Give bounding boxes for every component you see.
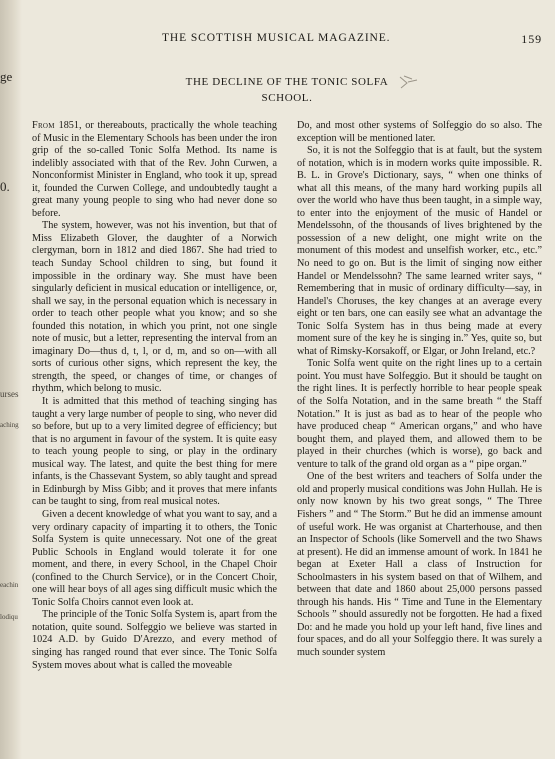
book-spine-shadow [0, 0, 22, 759]
paragraph: The principle of the Tonic Solfa System is, apart from the notation, quite sound. Solfeggio we believe was started in 1024 A.D. by Guido D'Arezzo, and every method of singing has ranged round that ever since. The Tonic Solfa System moves about what is called the moveable [32, 609, 277, 671]
left-column [32, 120, 277, 672]
drop-lead-word: From [32, 120, 55, 131]
paragraph: Do, and most other systems of Solfeggio do so also. The exception will be mentioned later. [297, 120, 542, 144]
running-title: THE SCOTTISH MUSICAL MAGAZINE. [162, 32, 391, 44]
paragraph: Given a decent knowledge of what you want to say, and a very ordinary capacity of imparting it to others, the Tonic Solfa System is quite unnecessary. Not one of the great Public Schools in England would tolerate it for one moment, and there, in every School, in the Chapel Choir (confined to the Church Service), or in the Concert Choir, one will hear boys of all ages sing difficult music which the Tonic Solfa Choirs cannot even look at. [32, 508, 277, 608]
paragraph: So, it is not the Solfeggio that is at fault, but the system of notation, which is in modern works quite impossible. R. B. L. in Grove's Dictionary, says, “ when one thinks of what all this means, of the many hard working pupils all over the world who have thus been taught, in a simple way, to enter into the enjoyment of the music of Handel or Mendelssohn, of the thousands of lives brightened by the possession of a new delight, one might write on the monument of this modest and unselfish worker, etc., etc.” No need to go on. But is the limit of singing now either Handel or Mendelssohn? The same learned writer says, “ Remembering that in music of ordinary difficulty—say, in Handel's Choruses, the key changes at an average every eight or ten bars, one can easily see what an advantage the Tonic Solfa System has in thus being made at every moment sure of the key he is singing in.” Yes, quite so, but what of Rimsky-Korsakoff, or Elgar, or John Ireland, etc.? [297, 145, 542, 357]
paragraph: The system, however, was not his invention, but that of Miss Elizabeth Glover, the daughter of a Norwich clergyman, born in 1812 and died 1867. She had tried to teach Sunday School children to sing, but found it impossible in the ordinary way. She must have been singularly deficient in musical education or intelligence, or, shall we say, in the personal equation which is necessary in order to teach other people what you know; and so she founded this notation, in which you print, not one single note of music, but a letter, representing the interval from an imaginary Do—thus d, t, l, or d, m, and so on—with all sorts of curious other signs, which represent the key, the strength, the speed, or changes of time, or changes of rhythm, which belong to music. [32, 220, 277, 395]
page-number: 159 [521, 32, 542, 46]
magazine-page [32, 30, 542, 672]
paragraph: Tonic Solfa went quite on the right lines up to a certain point. You must have Solfeggio. But it should be taught on the right lines. It is perfectly horrible to hear people speak of the Solfa Notation, and in the same breath “ the Staff Notation.” It is just as bad as to hear of the people who have produced cheap “ American organs,” and who have bought them, and played them, and allowed them to be played in their churches (which is worse), go back and venture to talk of the grand old organ as a “ pipe organ.” [297, 358, 542, 470]
paragraph [32, 120, 277, 220]
margin-fragment-lodiqu: lodiqu [0, 613, 18, 621]
margin-fragment-o: 0. [0, 179, 10, 194]
margin-fragment-ge: ge [0, 69, 13, 84]
article-body [32, 120, 542, 672]
paragraph: It is admitted that this method of teaching singing has taught a very large number of people to sing, who never did so before, but up to a very limited degree of efficiency; but that is no argument in favour of the system. It is quite easy to teach young people to sing, or play in the ordinary musical way. The latest, and quite the best thing for mere infants, is the Chassevant System, so ably taught and spread in Edinburgh by Miss Gibb; and it proves that mere infants can be taught to sing, from real musical notes. [32, 396, 277, 508]
margin-fragment-urses: urses [0, 389, 19, 399]
article-title [32, 74, 542, 106]
article-title-line-2: SCHOOL. [261, 92, 313, 104]
pencil-mark-icon [398, 74, 420, 90]
paragraph-text: 1851, or thereabouts, practically the whole teaching of Music in the Elementary Schools has been under the iron grip of the so-called Tonic Solfa Method. Its name is indelibly associated with that of the Rev. John Curwen, a Nonconformist Minister in England, who took it up, spread it, founded the Curwen College, and undoubtedly taught a great many young people to sing who had never done so before. [32, 120, 277, 219]
margin-fragment-eachin: eachin [0, 581, 19, 589]
running-header [32, 30, 542, 48]
margin-fragment-aching: aching [0, 421, 19, 429]
article-title-line-1: THE DECLINE OF THE TONIC SOLFA [185, 76, 389, 88]
paragraph: One of the best writers and teachers of Solfa under the old and properly musical conditions was John Hullah. He is only now known by his two great songs, “ The Three Fishers ” and “ The Storm.” But he did an immense amount of useful work. He was organist at Charterhouse, and then an Inspector of Schools (like Somervell and the two Shaws at present). He did an immense amount of work. In 1841 he began at Exeter Hall a class of Instruction for Schoolmasters in his system based on that of Wilhem, and between that date and 1860 about 25,000 persons passed through his hands. His “ Time and Tune in the Elementary Schools ” should assuredly not be forgotten. He had a fixed Do: and he made you hold up your left hand, five lines and four spaces, and do all your Solfeggio there. It was surely a much sounder system [297, 471, 542, 658]
right-column [297, 120, 542, 672]
